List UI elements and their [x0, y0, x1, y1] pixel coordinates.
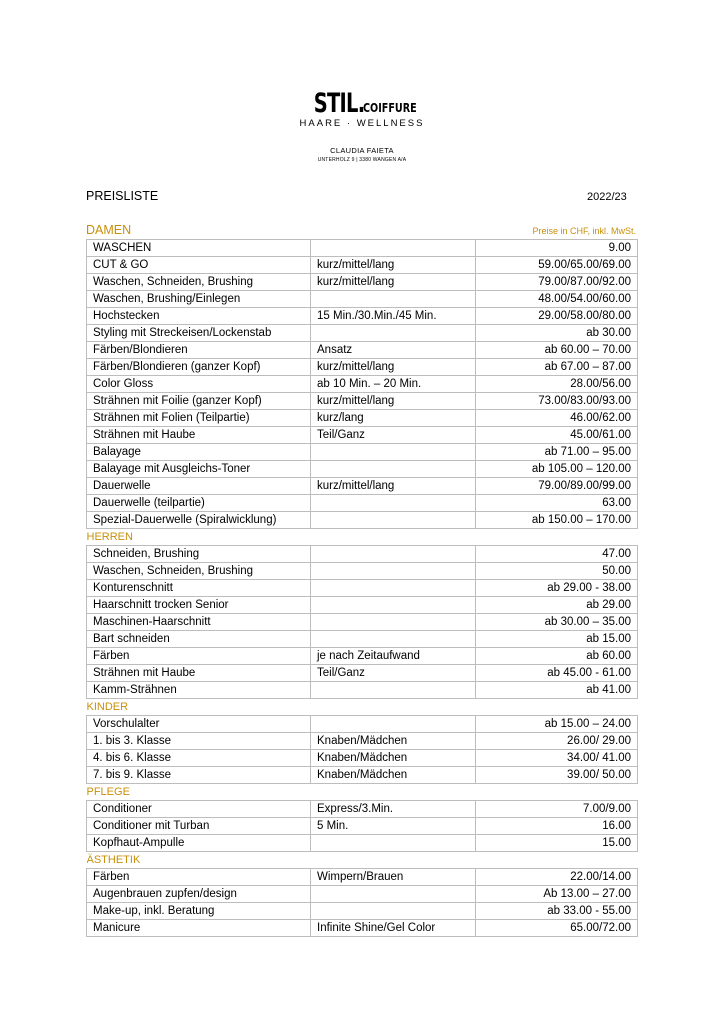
service-name: Maschinen-Haarschnitt	[87, 614, 311, 631]
service-price: ab 105.00 – 120.00	[476, 461, 638, 478]
service-detail: Wimpern/Brauen	[311, 869, 476, 886]
service-detail	[311, 512, 476, 529]
price-row	[87, 427, 638, 444]
price-row	[87, 461, 638, 478]
price-table	[86, 239, 638, 937]
logo-tagline: HAARE · WELLNESS	[299, 118, 425, 129]
logo-accent-text: COIFFURE	[362, 101, 417, 115]
service-detail: 5 Min.	[311, 818, 476, 835]
service-detail: kurz/mittel/lang	[311, 393, 476, 410]
service-name: Strähnen mit Foilie (ganzer Kopf)	[87, 393, 311, 410]
service-detail: Express/3.Min.	[311, 801, 476, 818]
service-price: 9.00	[476, 240, 638, 257]
service-name: 1. bis 3. Klasse	[87, 733, 311, 750]
price-row	[87, 376, 638, 393]
service-detail	[311, 903, 476, 920]
service-detail	[311, 580, 476, 597]
service-price: 16.00	[476, 818, 638, 835]
price-row	[87, 648, 638, 665]
price-note: Preise in CHF, inkl. MwSt.	[532, 226, 636, 236]
service-price: 45.00/61.00	[476, 427, 638, 444]
service-price: ab 30.00	[476, 325, 638, 342]
price-row	[87, 325, 638, 342]
owner-name: CLAUDIA FAIETA	[330, 146, 394, 155]
service-price: ab 60.00 – 70.00	[476, 342, 638, 359]
service-price: 15.00	[476, 835, 638, 852]
logo-wordmark	[294, 88, 429, 119]
service-name: Kopfhaut-Ampulle	[87, 835, 311, 852]
service-detail	[311, 563, 476, 580]
section-header-row	[87, 852, 638, 869]
service-name: Hochstecken	[87, 308, 311, 325]
service-price: ab 60.00	[476, 648, 638, 665]
service-detail	[311, 631, 476, 648]
service-price: 39.00/ 50.00	[476, 767, 638, 784]
service-detail	[311, 682, 476, 699]
service-detail: kurz/mittel/lang	[311, 359, 476, 376]
service-price: 28.00/56.00	[476, 376, 638, 393]
price-row	[87, 614, 638, 631]
year-label: 2022/23	[587, 191, 627, 203]
price-row	[87, 563, 638, 580]
section-title: HERREN	[87, 529, 638, 546]
service-name: Waschen, Schneiden, Brushing	[87, 563, 311, 580]
section-title: KINDER	[87, 699, 638, 716]
price-row	[87, 597, 638, 614]
service-detail	[311, 614, 476, 631]
service-name: Waschen, Schneiden, Brushing	[87, 274, 311, 291]
service-name: Conditioner	[87, 801, 311, 818]
service-name: Färben/Blondieren (ganzer Kopf)	[87, 359, 311, 376]
section-title: ÄSTHETIK	[87, 852, 638, 869]
service-detail: Teil/Ganz	[311, 665, 476, 682]
price-row	[87, 869, 638, 886]
service-name: Färben/Blondieren	[87, 342, 311, 359]
service-detail	[311, 240, 476, 257]
section-header-damen	[86, 222, 638, 238]
service-price: 7.00/9.00	[476, 801, 638, 818]
service-price: ab 29.00	[476, 597, 638, 614]
salon-logo	[0, 88, 724, 129]
service-name: Kamm-Strähnen	[87, 682, 311, 699]
service-price: 73.00/83.00/93.00	[476, 393, 638, 410]
service-detail	[311, 325, 476, 342]
price-row	[87, 512, 638, 529]
service-name: WASCHEN	[87, 240, 311, 257]
service-name: CUT & GO	[87, 257, 311, 274]
service-price: ab 45.00 - 61.00	[476, 665, 638, 682]
service-price: 34.00/ 41.00	[476, 750, 638, 767]
service-detail	[311, 886, 476, 903]
service-price: ab 33.00 - 55.00	[476, 903, 638, 920]
price-row	[87, 580, 638, 597]
service-detail: kurz/mittel/lang	[311, 274, 476, 291]
service-price: ab 15.00	[476, 631, 638, 648]
service-price: 79.00/89.00/99.00	[476, 478, 638, 495]
service-price: 63.00	[476, 495, 638, 512]
logo-main-text: STIL.	[313, 88, 365, 119]
price-row	[87, 495, 638, 512]
price-row	[87, 886, 638, 903]
section-header-row	[87, 529, 638, 546]
service-price: ab 29.00 - 38.00	[476, 580, 638, 597]
service-price: ab 71.00 – 95.00	[476, 444, 638, 461]
service-name: Färben	[87, 869, 311, 886]
service-price: ab 15.00 – 24.00	[476, 716, 638, 733]
service-name: Vorschulalter	[87, 716, 311, 733]
service-price: 46.00/62.00	[476, 410, 638, 427]
service-name: Haarschnitt trocken Senior	[87, 597, 311, 614]
service-name: Konturenschnitt	[87, 580, 311, 597]
service-price: 48.00/54.00/60.00	[476, 291, 638, 308]
service-detail: 15 Min./30.Min./45 Min.	[311, 308, 476, 325]
price-row	[87, 546, 638, 563]
service-name: Color Gloss	[87, 376, 311, 393]
salon-address: UNTERHOLZ 9 | 3380 WANGEN A/A	[317, 157, 407, 163]
price-row	[87, 767, 638, 784]
price-row	[87, 665, 638, 682]
price-row	[87, 733, 638, 750]
service-name: Strähnen mit Haube	[87, 427, 311, 444]
service-price: ab 67.00 – 87.00	[476, 359, 638, 376]
price-row	[87, 478, 638, 495]
service-detail	[311, 291, 476, 308]
service-name: Waschen, Brushing/Einlegen	[87, 291, 311, 308]
price-row	[87, 257, 638, 274]
price-row	[87, 682, 638, 699]
price-row	[87, 240, 638, 257]
service-name: Augenbrauen zupfen/design	[87, 886, 311, 903]
price-row	[87, 308, 638, 325]
price-row	[87, 274, 638, 291]
service-price: ab 150.00 – 170.00	[476, 512, 638, 529]
page-title: PREISLISTE	[86, 189, 159, 203]
service-price: 65.00/72.00	[476, 920, 638, 937]
price-row	[87, 410, 638, 427]
service-detail	[311, 716, 476, 733]
service-price: 47.00	[476, 546, 638, 563]
service-detail: Knaben/Mädchen	[311, 733, 476, 750]
service-detail: kurz/mittel/lang	[311, 478, 476, 495]
service-price: ab 30.00 – 35.00	[476, 614, 638, 631]
price-row	[87, 801, 638, 818]
service-detail	[311, 461, 476, 478]
service-name: Balayage mit Ausgleichs-Toner	[87, 461, 311, 478]
service-price: Ab 13.00 – 27.00	[476, 886, 638, 903]
service-price: 26.00/ 29.00	[476, 733, 638, 750]
price-row	[87, 818, 638, 835]
service-price: 22.00/14.00	[476, 869, 638, 886]
service-price: 50.00	[476, 563, 638, 580]
service-price: ab 41.00	[476, 682, 638, 699]
service-name: Bart schneiden	[87, 631, 311, 648]
service-detail: Knaben/Mädchen	[311, 750, 476, 767]
service-name: Färben	[87, 648, 311, 665]
price-row	[87, 359, 638, 376]
section-header-row	[87, 699, 638, 716]
price-row	[87, 750, 638, 767]
service-name: Dauerwelle (teilpartie)	[87, 495, 311, 512]
price-table-body	[87, 240, 638, 937]
service-name: Balayage	[87, 444, 311, 461]
price-row	[87, 835, 638, 852]
service-name: Make-up, inkl. Beratung	[87, 903, 311, 920]
price-row	[87, 920, 638, 937]
service-name: 4. bis 6. Klasse	[87, 750, 311, 767]
service-detail	[311, 597, 476, 614]
service-name: Strähnen mit Haube	[87, 665, 311, 682]
service-detail	[311, 444, 476, 461]
service-price: 29.00/58.00/80.00	[476, 308, 638, 325]
price-row	[87, 342, 638, 359]
price-row	[87, 716, 638, 733]
service-name: Styling mit Streckeisen/Lockenstab	[87, 325, 311, 342]
service-name: 7. bis 9. Klasse	[87, 767, 311, 784]
service-price: 59.00/65.00/69.00	[476, 257, 638, 274]
service-detail	[311, 835, 476, 852]
price-row	[87, 393, 638, 410]
service-name: Strähnen mit Folien (Teilpartie)	[87, 410, 311, 427]
service-name: Manicure	[87, 920, 311, 937]
service-detail: Ansatz	[311, 342, 476, 359]
service-name: Schneiden, Brushing	[87, 546, 311, 563]
service-detail	[311, 546, 476, 563]
service-detail: ab 10 Min. – 20 Min.	[311, 376, 476, 393]
service-price: 79.00/87.00/92.00	[476, 274, 638, 291]
price-row	[87, 291, 638, 308]
service-detail: Infinite Shine/Gel Color	[311, 920, 476, 937]
service-detail: je nach Zeitaufwand	[311, 648, 476, 665]
section-header-row	[87, 784, 638, 801]
section-title: DAMEN	[86, 223, 132, 237]
price-row	[87, 903, 638, 920]
service-name: Spezial-Dauerwelle (Spiralwicklung)	[87, 512, 311, 529]
price-row	[87, 631, 638, 648]
service-detail	[311, 495, 476, 512]
service-detail: kurz/lang	[311, 410, 476, 427]
service-detail: Knaben/Mädchen	[311, 767, 476, 784]
service-name: Dauerwelle	[87, 478, 311, 495]
service-detail: Teil/Ganz	[311, 427, 476, 444]
service-detail: kurz/mittel/lang	[311, 257, 476, 274]
service-name: Conditioner mit Turban	[87, 818, 311, 835]
price-row	[87, 444, 638, 461]
section-title: PFLEGE	[87, 784, 638, 801]
